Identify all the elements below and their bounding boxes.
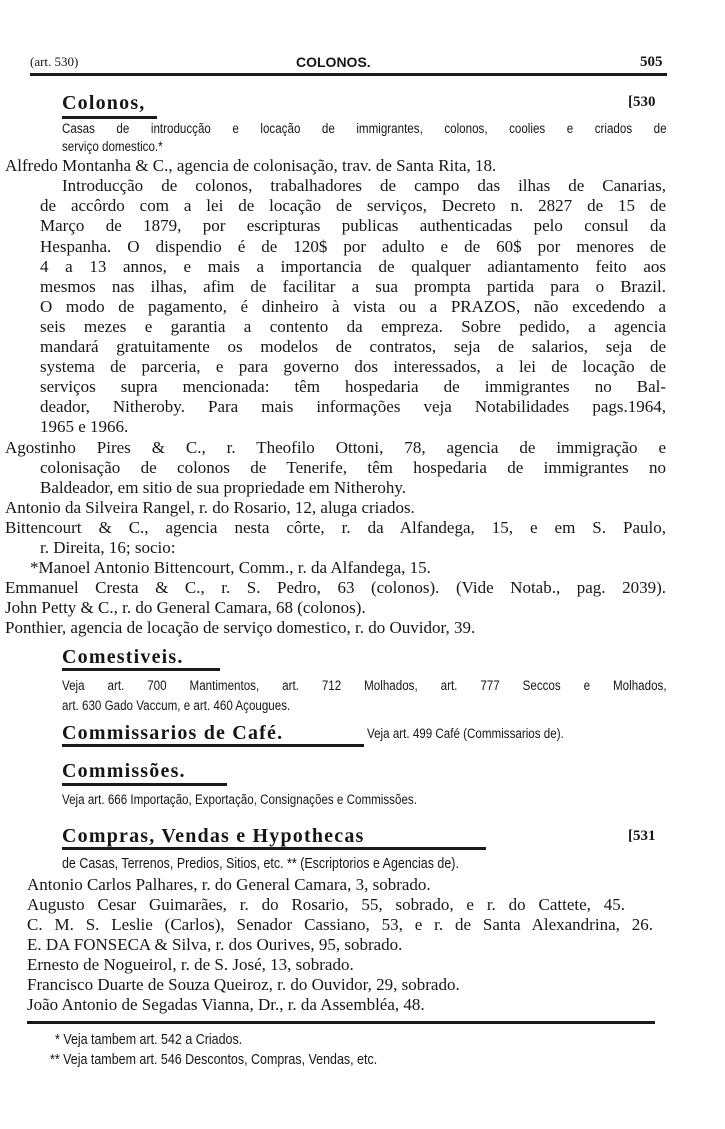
entry-line: colonisação de colonos de Tenerife, têm hospedaria de immigrantes no [40,458,666,477]
entry-line: Alfredo Montanha & C., agencia de colonisação, trav. de Santa Rita, 18. [5,156,497,175]
reference-line: Veja art. 700 Mantimentos, art. 712 Molhados, art. 777 Seccos e Molhados, [62,678,667,693]
footnote-rule [27,1021,655,1024]
entry-line: Francisco Duarte de Souza Queiroz, r. do Ouvidor, 29, sobrado. [27,975,460,994]
section-heading-colonos: Colonos, [62,92,146,114]
entry-line: serviços supra mencionada: têm hospedaria de immigrantes no Bal- [40,377,666,396]
heading-rule [62,783,227,786]
entry-line: Ponthier, agencia de locação de serviço domestico, r. do Ouvidor, 39. [5,618,476,637]
entry-line: Introducção de colonos, trabalhadores de campo das ilhas de Canarias, [62,176,666,195]
entry-line: Antonio da Silveira Rangel, r. do Rosario, 12, aluga criados. [5,498,415,517]
running-header-article: (art. 530) [30,54,79,69]
entry-line: Março de 1879, por escripturas publicas authenticadas pelo consul da [40,216,666,235]
entry-line: deador, Nitheroby. Para mais informações veja Notabilidades pags.1964, [40,397,666,416]
reference-line: Veja art. 499 Café (Commissarios de). [367,726,564,741]
entry-line: O modo de pagamento, é dinheiro à vista ou a PRAZOS, não excedendo a [40,297,666,316]
entry-line: seis mezes e garantia a contento da empreza. Sobre pedido, a agencia [40,317,666,336]
section-heading-comestiveis: Comestiveis. [62,646,184,668]
heading-rule [62,847,486,850]
section-heading-commissarios: Commissarios de Café. [62,722,284,744]
footnote: * Veja tambem art. 542 a Criados. [55,1032,243,1048]
entry-line: Antonio Carlos Palhares, r. do General Camara, 3, sobrado. [27,875,431,894]
section-heading-commissoes: Commissões. [62,760,186,782]
entry-line: Bittencourt & C., agencia nesta côrte, r. da Alfandega, 15, e em S. Paulo, [5,518,666,537]
entry-line: Augusto Cesar Guimarães, r. do Rosario, 55, sobrado, e r. do Cattete, 45. [27,895,625,914]
article-number: [530 [628,94,656,110]
entry-line: C. M. S. Leslie (Carlos), Senador Cassiano, 53, e r. de Santa Alexandrina, 26. [27,915,653,934]
entry-line: 1965 e 1966. [40,417,129,436]
entry-line: de accôrdo com a lei de locação de serviços, Decreto n. 2827 de 15 de [40,196,666,215]
entry-line: systema de parceria, e para governo dos interessados, a lei de locação de [40,357,666,376]
entry-line: 4 a 13 annos, e mais a importancia de qualquer adiantamento feito aos [40,257,666,276]
entry-line: *Manoel Antonio Bittencourt, Comm., r. da Alfandega, 15. [30,558,431,577]
entry-line: Ernesto de Nogueirol, r. de S. José, 13, sobrado. [27,955,354,974]
section-subtitle: de Casas, Terrenos, Predios, Sitios, etc. ** (Escriptorios e Agencias de). [62,856,459,872]
header-rule [30,73,667,76]
reference-line: Veja art. 666 Importação, Exportação, Consignações e Commissões. [62,792,417,807]
entry-line: Emmanuel Cresta & C., r. S. Pedro, 63 (colonos). (Vide Notab., pag. 2039). [5,578,666,597]
page-number: 505 [640,54,663,70]
entry-line: John Petty & C., r. do General Camara, 68 (colonos). [5,598,366,617]
heading-rule [62,668,220,671]
entry-line: mesmos nas ilhas, afim de facilitar a sua prompta partida para o Brazil. [40,277,666,296]
entry-line: r. Direita, 16; socio: [40,538,176,557]
article-number: [531 [628,828,656,844]
entry-line: Baldeador, em sitio de sua propriedade em Nitherohy. [40,478,406,497]
footnote: ** Veja tambem art. 546 Descontos, Compras, Vendas, etc. [50,1052,378,1068]
entry-line: mandará gratuitamente os modelos de contratos, seja de salarios, seja de [40,337,666,356]
entry-line: E. DA FONSECA & Silva, r. dos Ourives, 95, sobrado. [27,935,403,954]
entry-line: João Antonio de Segadas Vianna, Dr., r. da Assembléa, 48. [27,995,425,1014]
entry-line: Hespanha. O dispendio é de 120$ por adulto e de 60$ por menores de [40,237,666,256]
running-header-title: COLONOS. [296,54,371,70]
section-subtitle: Casas de introducção e locação de immigrantes, colonos, coolies e criados de [62,121,667,136]
entry-line: Agostinho Pires & C., r. Theofilo Ottoni, 78, agencia de immigração e [5,438,666,457]
section-heading-compras: Compras, Vendas e Hypothecas [62,825,365,847]
section-subtitle: serviço domestico.* [62,139,163,154]
reference-line: art. 630 Gado Vaccum, e art. 460 Açougues. [62,698,291,713]
heading-rule [62,744,364,747]
